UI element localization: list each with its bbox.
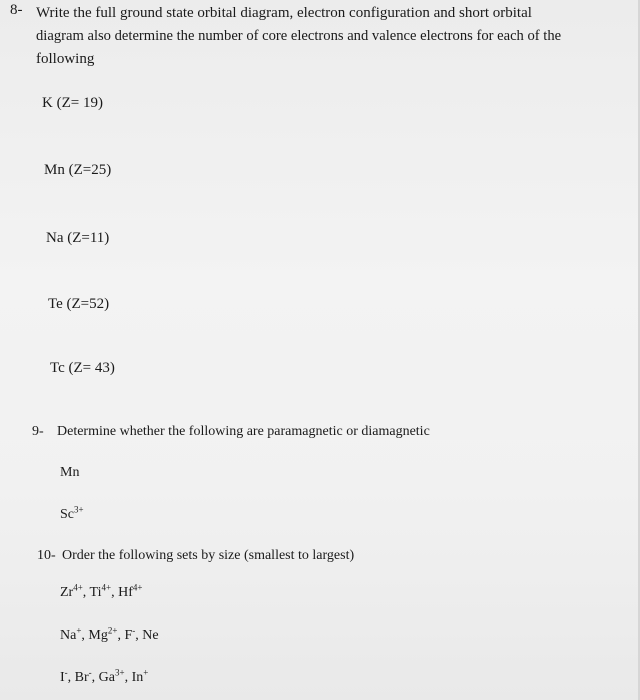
q8-item-tellurium: Te (Z=52) bbox=[48, 296, 110, 312]
question-8-line-2: diagram also determine the number of core electrons and valence electrons for each of the bbox=[36, 28, 562, 44]
question-10-text: Order the following sets by size (smallest to largest) bbox=[62, 548, 355, 563]
q8-item-potassium: K (Z= 19) bbox=[42, 95, 103, 111]
question-9-number: 9- bbox=[32, 424, 44, 439]
question-9-text: Determine whether the following are paramagnetic or diamagnetic bbox=[57, 424, 430, 439]
question-8-number: 8- bbox=[10, 2, 23, 18]
question-8-line-3: following bbox=[36, 51, 95, 67]
q10-set-3: I-, Br-, $Ga^{3+}$, In+ bbox=[60, 667, 149, 685]
q8-item-technetium: Tc (Z= 43) bbox=[50, 360, 115, 376]
question-8-line-1: Write the full ground state orbital diagram, electron configuration and short orbital bbox=[36, 5, 532, 21]
q10-set-1: $Zr^{4+}$, $Ti^{4+}$, $Hf^{4+}$ bbox=[60, 582, 143, 600]
q8-item-sodium: Na (Z=11) bbox=[46, 230, 110, 246]
q10-set-2: Na+, $Mg^{2+}$, F-, Ne bbox=[60, 625, 159, 643]
question-10-number: 10- bbox=[37, 548, 56, 563]
q9-item-scandium-ion: $Sc^{3+}$ bbox=[60, 504, 84, 522]
q8-item-manganese: Mn (Z=25) bbox=[44, 162, 112, 178]
q9-item-manganese: Mn bbox=[60, 465, 80, 480]
